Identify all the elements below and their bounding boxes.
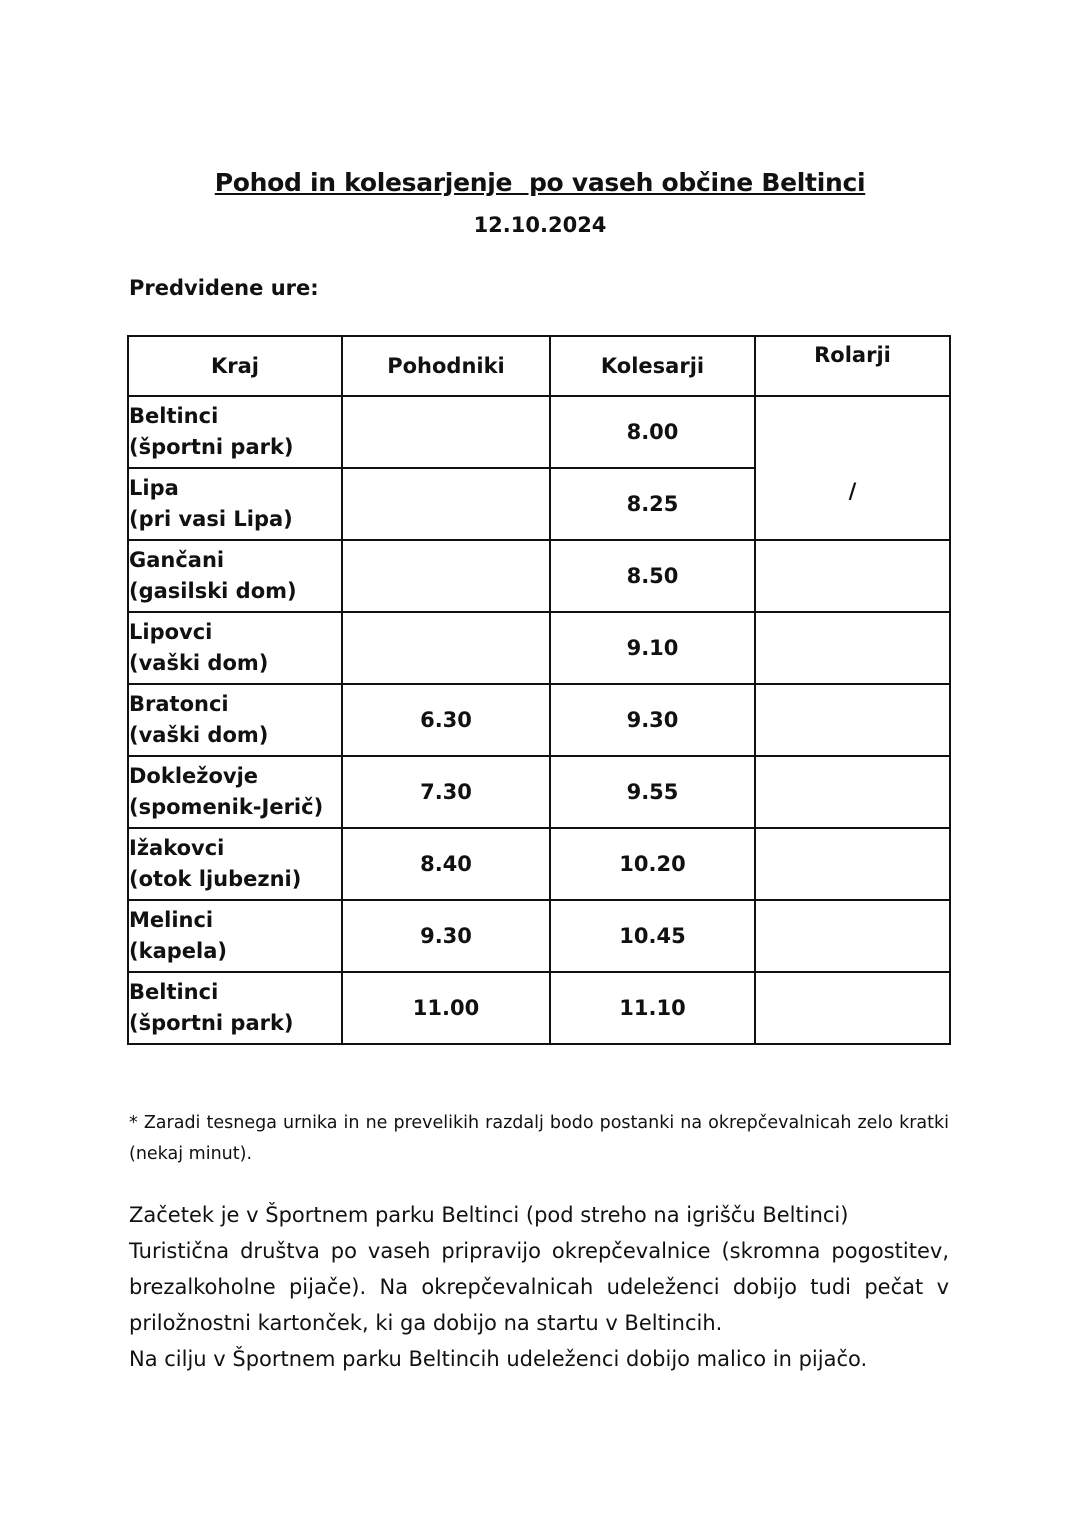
pohodniki-time: 9.30: [342, 900, 550, 972]
place-name: Melinci: [129, 908, 214, 932]
kolesarji-time: 9.10: [550, 612, 755, 684]
pohodniki-time: [342, 612, 550, 684]
schedule-subtitle: Predvidene ure:: [129, 276, 319, 300]
table-row: [128, 612, 950, 684]
kolesarji-time: 8.00: [550, 396, 755, 468]
header-kolesarji: Kolesarji: [550, 336, 755, 396]
place-detail: (spomenik-Jerič): [129, 795, 324, 819]
pohodniki-time: 11.00: [342, 972, 550, 1044]
place-detail: (gasilski dom): [129, 579, 297, 603]
place-cell: [128, 756, 342, 828]
info-finish-line: Na cilju v Športnem parku Beltincih udeleženci dobijo malico in pijačo.: [129, 1347, 868, 1371]
place-detail: (športni park): [129, 435, 294, 459]
pohodniki-time: [342, 396, 550, 468]
rolarji-cell: [755, 828, 950, 900]
kolesarji-time: 10.45: [550, 900, 755, 972]
schedule-table-body: [128, 396, 950, 1044]
kolesarji-time: 10.20: [550, 828, 755, 900]
header-kraj: Kraj: [128, 336, 342, 396]
rolarji-cell: [755, 684, 950, 756]
place-name: Gančani: [129, 548, 225, 572]
place-name: Lipa: [129, 476, 179, 500]
place-detail: (vaški dom): [129, 651, 269, 675]
place-cell: [128, 828, 342, 900]
place-name: Ižakovci: [129, 836, 225, 860]
place-cell: [128, 684, 342, 756]
kolesarji-time: 8.50: [550, 540, 755, 612]
place-cell: [128, 468, 342, 540]
info-paragraph: [129, 1197, 949, 1377]
table-row: [128, 684, 950, 756]
table-row: [128, 756, 950, 828]
table-row: [128, 396, 950, 468]
info-refreshment-text: Turistična društva po vaseh pripravijo okrepčevalnice (skromna pogostitev, brezalkoholne pijače). Na okrepčevalnicah udeleženci dobijo tudi pečat v priložnostni kartonček, ki ga dobijo na startu v Beltincih.: [129, 1239, 949, 1335]
place-cell: [128, 900, 342, 972]
table-row: [128, 972, 950, 1044]
document-date: 12.10.2024: [473, 213, 607, 237]
place-cell: [128, 396, 342, 468]
rolarji-cell: [755, 540, 950, 612]
header-rolarji: Rolarji: [755, 336, 950, 396]
pohodniki-time: [342, 468, 550, 540]
kolesarji-time: 8.25: [550, 468, 755, 540]
rolarji-cell: [755, 900, 950, 972]
kolesarji-time: 11.10: [550, 972, 755, 1044]
info-start-line: Začetek je v Športnem parku Beltinci (pod streho na igrišču Beltinci): [129, 1203, 849, 1227]
place-detail: (športni park): [129, 1011, 294, 1035]
table-row: [128, 900, 950, 972]
pohodniki-time: [342, 540, 550, 612]
kolesarji-time: 9.30: [550, 684, 755, 756]
rolarji-cell: /: [755, 396, 950, 540]
place-detail: (otok ljubezni): [129, 867, 302, 891]
rolarji-cell: [755, 972, 950, 1044]
place-cell: [128, 540, 342, 612]
place-name: Beltinci: [129, 404, 219, 428]
footnote: * Zaradi tesnega urnika in ne prevelikih razdalj bodo postanki na okrepčevalnicah zelo kratki (nekaj minut).: [129, 1113, 949, 1164]
place-name: Bratonci: [129, 692, 229, 716]
place-detail: (pri vasi Lipa): [129, 507, 293, 531]
table-row: [128, 828, 950, 900]
place-detail: (kapela): [129, 939, 227, 963]
place-cell: [128, 972, 342, 1044]
pohodniki-time: 6.30: [342, 684, 550, 756]
header-pohodniki: Pohodniki: [342, 336, 550, 396]
place-name: Lipovci: [129, 620, 213, 644]
place-name: Dokležovje: [129, 764, 259, 788]
table-row: [128, 540, 950, 612]
pohodniki-time: 8.40: [342, 828, 550, 900]
document-title: Pohod in kolesarjenje po vaseh občine Beltinci: [214, 168, 866, 197]
table-header-row: [128, 336, 950, 396]
kolesarji-time: 9.55: [550, 756, 755, 828]
schedule-table: [127, 335, 951, 1045]
rolarji-cell: [755, 612, 950, 684]
place-name: Beltinci: [129, 980, 219, 1004]
pohodniki-time: 7.30: [342, 756, 550, 828]
place-detail: (vaški dom): [129, 723, 269, 747]
rolarji-cell: [755, 756, 950, 828]
place-cell: [128, 612, 342, 684]
